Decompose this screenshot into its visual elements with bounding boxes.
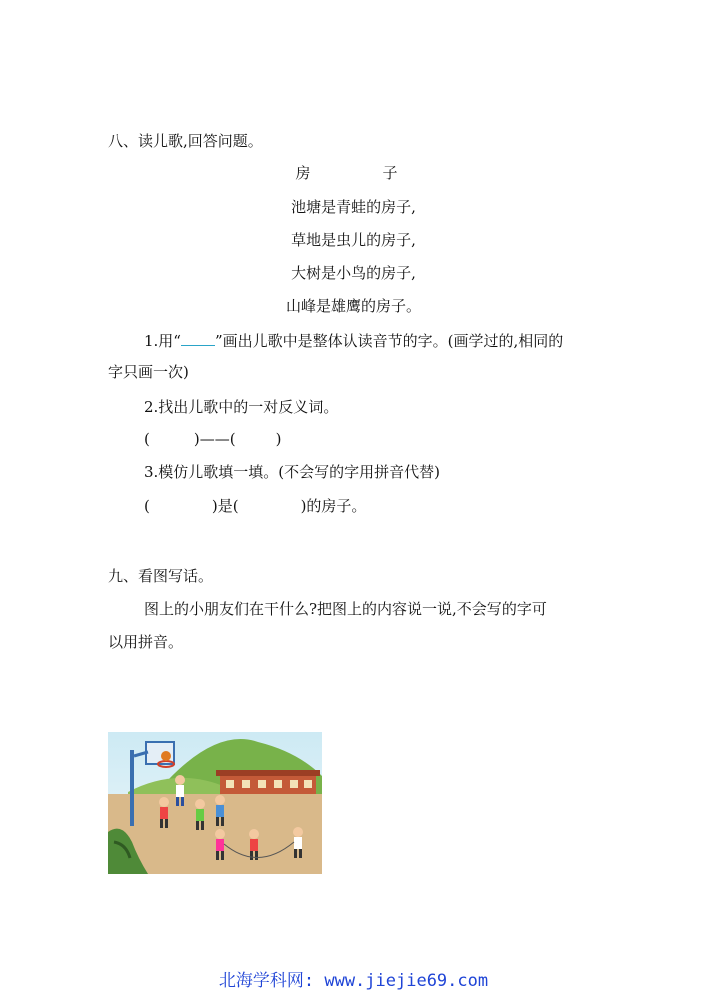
question-1-prefix: 1.用“ <box>144 332 181 350</box>
poem-line-2: 草地是虫儿的房子, <box>291 231 416 249</box>
basketball <box>161 751 171 761</box>
question-1-suffix: ”画出儿歌中是整体认读音节的字。(画学过的,相同的 <box>214 332 564 350</box>
school-building <box>220 774 316 796</box>
imitation-answer-blanks[interactable] <box>144 496 366 516</box>
section-9-heading: 九、看图写话。 <box>108 567 214 585</box>
blank-dash: )——( <box>193 430 236 448</box>
blank-end: )的房子。 <box>300 497 367 515</box>
poem-line-3: 大树是小鸟的房子, <box>291 264 416 282</box>
antonym-answer-blanks[interactable] <box>144 429 281 449</box>
question-3: 3.模仿儿歌填一填。(不会写的字用拼音代替) <box>144 463 441 481</box>
blank-open: ( <box>144 430 150 448</box>
basketball-hoop <box>130 750 134 826</box>
blank-open: ( <box>144 497 150 515</box>
blank-mid: )是( <box>211 497 239 515</box>
children-playing-illustration <box>108 732 322 874</box>
question-1-continued: 字只画一次) <box>108 363 189 381</box>
question-1 <box>144 331 563 351</box>
section-8-heading: 八、读儿歌,回答问题。 <box>108 132 263 150</box>
section-9-prompt-line-1: 图上的小朋友们在干什么?把图上的内容说一说,不会写的字可 <box>144 600 547 618</box>
poem-line-1: 池塘是青蛙的房子, <box>291 198 416 216</box>
section-9-prompt-line-2: 以用拼音。 <box>108 633 184 651</box>
poem-line-4: 山峰是雄鹰的房子。 <box>285 297 421 315</box>
footer-watermark: 北海学科网: www.jiejie69.com <box>218 971 489 991</box>
question-2: 2.找出儿歌中的一对反义词。 <box>144 398 339 416</box>
underline-sample <box>181 331 215 346</box>
poem-title: 房 子 <box>295 164 412 182</box>
blank-close: ) <box>275 430 282 448</box>
